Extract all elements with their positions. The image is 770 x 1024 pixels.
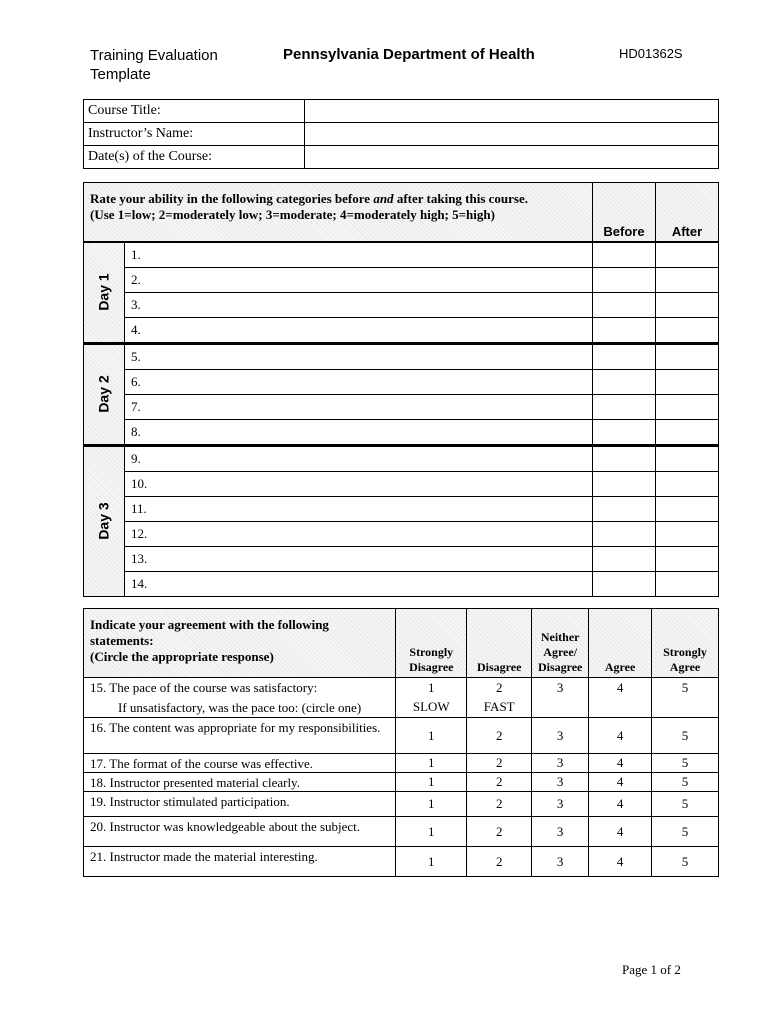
response-strongly-disagree[interactable]: 1 (396, 718, 467, 754)
rating-instruction-line1-post: after taking this course. (393, 191, 529, 206)
before-rating-cell[interactable] (593, 293, 656, 318)
statement-row (84, 817, 719, 847)
response-disagree[interactable]: 2 (467, 718, 532, 754)
response-strongly-disagree[interactable]: 1 (396, 792, 467, 817)
pace-option (532, 698, 589, 718)
rating-header-row (84, 183, 719, 243)
response-neither[interactable]: 3 (532, 817, 589, 847)
agreement-instruction-line2: statements: (90, 633, 154, 648)
response-strongly-agree[interactable]: 5 (652, 678, 719, 698)
after-rating-cell[interactable] (656, 344, 719, 370)
response-strongly-agree[interactable]: 5 (652, 792, 719, 817)
category-item[interactable]: 12. (125, 522, 593, 547)
rating-row (84, 395, 719, 420)
response-neither[interactable]: 3 (532, 718, 589, 754)
agreement-instruction-line1: Indicate your agreement with the following (90, 617, 329, 632)
rating-row (84, 497, 719, 522)
before-rating-cell[interactable] (593, 370, 656, 395)
after-rating-cell[interactable] (656, 446, 719, 472)
before-rating-cell[interactable] (593, 420, 656, 446)
response-agree[interactable]: 4 (589, 718, 652, 754)
department-title: Pennsylvania Department of Health (283, 46, 535, 63)
response-disagree[interactable]: 2 (467, 817, 532, 847)
rating-instruction-line2: (Use 1=low; 2=moderately low; 3=moderate; 4=moderately high; 5=high) (90, 207, 495, 222)
before-rating-cell[interactable] (593, 344, 656, 370)
response-neither[interactable]: 3 (532, 773, 589, 792)
response-agree[interactable]: 4 (589, 847, 652, 877)
after-rating-cell[interactable] (656, 395, 719, 420)
response-strongly-disagree[interactable]: 1 (396, 678, 467, 698)
category-item[interactable]: 1. (125, 242, 593, 268)
response-agree[interactable]: 4 (589, 678, 652, 698)
category-item[interactable]: 6. (125, 370, 593, 395)
category-item[interactable]: 4. (125, 318, 593, 344)
agreement-header-row (84, 609, 719, 678)
pace-option (589, 698, 652, 718)
after-rating-cell[interactable] (656, 318, 719, 344)
statement-text: 18. Instructor presented material clearly. (84, 773, 396, 792)
before-rating-cell[interactable] (593, 268, 656, 293)
document-title: Training Evaluation Template (90, 47, 218, 83)
rating-row (84, 344, 719, 370)
after-rating-cell[interactable] (656, 268, 719, 293)
rating-row (84, 472, 719, 497)
course-title-field[interactable] (305, 100, 719, 123)
before-rating-cell[interactable] (593, 572, 656, 597)
after-rating-cell[interactable] (656, 572, 719, 597)
after-rating-cell[interactable] (656, 547, 719, 572)
course-title-row (84, 100, 719, 123)
rating-row (84, 522, 719, 547)
form-id: HD01362S (619, 46, 683, 61)
rating-row (84, 370, 719, 395)
before-rating-cell[interactable] (593, 522, 656, 547)
rating-row (84, 268, 719, 293)
rating-row (84, 242, 719, 268)
agreement-instruction-line3: (Circle the appropriate response) (90, 649, 274, 664)
response-disagree[interactable]: 2 (467, 678, 532, 698)
response-neither[interactable]: 3 (532, 847, 589, 877)
response-agree[interactable]: 4 (589, 817, 652, 847)
rating-instruction-line1-pre: Rate your ability in the following categories before (90, 191, 374, 206)
before-rating-cell[interactable] (593, 472, 656, 497)
rating-row (84, 293, 719, 318)
col-strongly-disagree (396, 609, 467, 678)
after-rating-cell[interactable] (656, 293, 719, 318)
before-rating-cell[interactable] (593, 242, 656, 268)
category-item[interactable]: 10. (125, 472, 593, 497)
before-column-header: Before (593, 183, 656, 243)
col-neither (532, 609, 589, 678)
statement-row (84, 678, 719, 698)
rating-row (84, 420, 719, 446)
before-rating-cell[interactable] (593, 497, 656, 522)
statement-text: 21. Instructor made the material interesting. (84, 847, 396, 877)
before-rating-cell[interactable] (593, 446, 656, 472)
after-column-header: After (656, 183, 719, 243)
after-rating-cell[interactable] (656, 370, 719, 395)
agreement-instructions (84, 609, 396, 678)
col-agree (589, 609, 652, 678)
ability-rating-table (83, 182, 719, 597)
agreement-table (83, 608, 719, 877)
rating-instruction-emphasis: and (373, 191, 394, 206)
rating-row (84, 318, 719, 344)
col-neither-line1: Neither (540, 630, 580, 644)
before-rating-cell[interactable] (593, 395, 656, 420)
instructor-name-row (84, 123, 719, 146)
rating-row (84, 572, 719, 597)
response-strongly-agree[interactable]: 5 (652, 754, 719, 773)
response-disagree[interactable]: 2 (467, 792, 532, 817)
col-strongly-agree (652, 609, 719, 678)
response-strongly-disagree[interactable]: 1 (396, 754, 467, 773)
statement-row (84, 847, 719, 877)
response-disagree[interactable]: 2 (467, 847, 532, 877)
response-neither[interactable]: 3 (532, 792, 589, 817)
col-strongly-agree-line2: Strongly (663, 645, 707, 659)
col-agree-line3: Agree (604, 660, 636, 674)
response-agree[interactable]: 4 (589, 792, 652, 817)
before-rating-cell[interactable] (593, 547, 656, 572)
statement-text: 16. The content was appropriate for my responsibilities. (84, 718, 396, 754)
course-info-table (83, 99, 719, 169)
category-item[interactable]: 13. (125, 547, 593, 572)
day-label: Day 2 (95, 375, 112, 413)
response-strongly-disagree[interactable]: 1 (396, 847, 467, 877)
day-label-cell (84, 344, 125, 446)
course-title-label: Course Title: (84, 100, 305, 123)
pace-option[interactable]: FAST (467, 698, 532, 718)
day-label: Day 3 (95, 502, 112, 540)
response-disagree[interactable]: 2 (467, 773, 532, 792)
statement-row (84, 698, 719, 718)
rating-instructions (84, 183, 593, 243)
category-item[interactable]: 2. (125, 268, 593, 293)
day-label-cell (84, 242, 125, 344)
response-neither[interactable]: 3 (532, 754, 589, 773)
category-item[interactable]: 9. (125, 446, 593, 472)
response-strongly-agree[interactable]: 5 (652, 773, 719, 792)
instructor-name-label: Instructor’s Name: (84, 123, 305, 146)
page-number: Page 1 of 2 (622, 962, 681, 977)
rating-row (84, 446, 719, 472)
category-item[interactable]: 14. (125, 572, 593, 597)
response-agree[interactable]: 4 (589, 773, 652, 792)
response-neither[interactable]: 3 (532, 678, 589, 698)
day-label: Day 1 (95, 273, 112, 311)
response-strongly-agree[interactable]: 5 (652, 847, 719, 877)
day-label-cell (84, 446, 125, 597)
col-disagree (467, 609, 532, 678)
category-item[interactable]: 5. (125, 344, 593, 370)
statement-text: 15. The pace of the course was satisfactory: (84, 678, 396, 698)
col-disagree-line3: Disagree (477, 660, 522, 674)
response-disagree[interactable]: 2 (467, 754, 532, 773)
col-neither-line3: Disagree (537, 660, 583, 674)
statement-text: 17. The format of the course was effective. (84, 754, 396, 773)
col-neither-line2: Agree/ (543, 645, 578, 659)
statement-row (84, 773, 719, 792)
statement-text: 20. Instructor was knowledgeable about the subject. (84, 817, 396, 847)
col-strongly-disagree-line3: Disagree (409, 660, 454, 674)
response-strongly-agree[interactable]: 5 (652, 817, 719, 847)
pace-followup-question: If unsatisfactory, was the pace too: (circle one) (84, 698, 396, 718)
statement-text: 19. Instructor stimulated participation. (84, 792, 396, 817)
response-agree[interactable]: 4 (589, 754, 652, 773)
before-rating-cell[interactable] (593, 318, 656, 344)
pace-option (652, 698, 719, 718)
response-strongly-agree[interactable]: 5 (652, 718, 719, 754)
instructor-name-field[interactable] (305, 123, 719, 146)
course-dates-field[interactable] (305, 146, 719, 169)
after-rating-cell[interactable] (656, 242, 719, 268)
course-dates-row (84, 146, 719, 169)
statement-row (84, 792, 719, 817)
statement-row (84, 718, 719, 754)
after-rating-cell[interactable] (656, 472, 719, 497)
after-rating-cell[interactable] (656, 522, 719, 547)
statement-row (84, 754, 719, 773)
course-dates-label: Date(s) of the Course: (84, 146, 305, 169)
category-item[interactable]: 11. (125, 497, 593, 522)
after-rating-cell[interactable] (656, 497, 719, 522)
col-strongly-agree-line3: Agree (669, 660, 701, 674)
after-rating-cell[interactable] (656, 420, 719, 446)
response-strongly-disagree[interactable]: 1 (396, 817, 467, 847)
pace-option[interactable]: SLOW (396, 698, 467, 718)
category-item[interactable]: 7. (125, 395, 593, 420)
category-item[interactable]: 8. (125, 420, 593, 446)
response-strongly-disagree[interactable]: 1 (396, 773, 467, 792)
col-strongly-disagree-line2: Strongly (409, 645, 454, 659)
category-item[interactable]: 3. (125, 293, 593, 318)
rating-row (84, 547, 719, 572)
